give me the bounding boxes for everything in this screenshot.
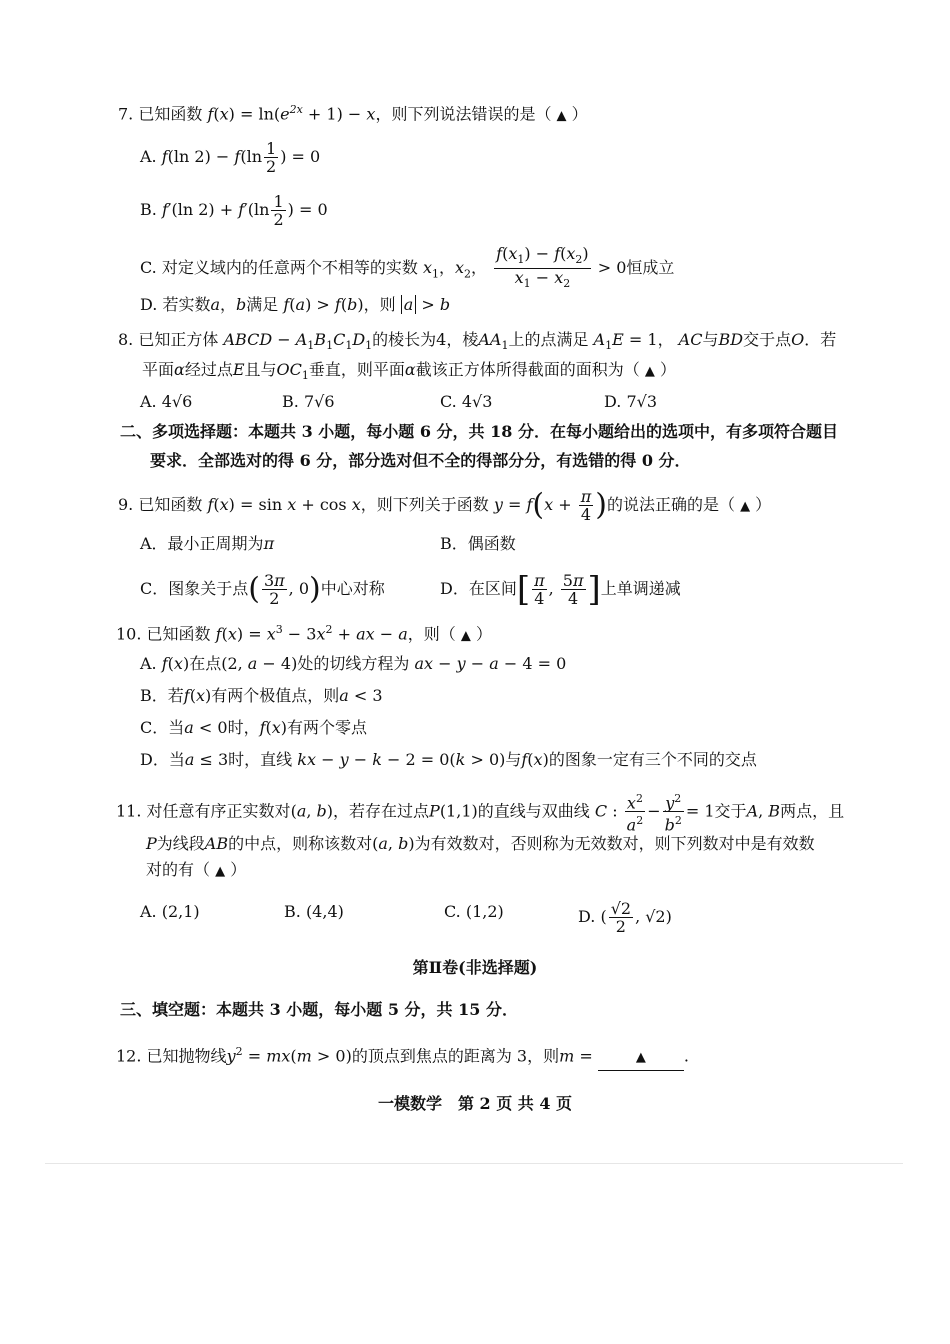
q11-option-b: B. (4,4) [284, 902, 344, 921]
section-2-heading: 二、多项选择题：本题共 3 小题，每小题 6 分，共 18 分．在每小题给出的选项中，有多项符合题目 [120, 422, 838, 441]
q11-stem-line2: P为线段AB的中点，则称该数对(a, b)为有效数对，否则称为无效数对，则下列数对中是有效数 [146, 834, 815, 853]
q7-option-c: C. 对定义域内的任意两个不相等的实数 $x_1$，$x_2$， $\frac{f(x_1) - f(x_2)}{x_1 - x_2}$ > 0恒成立 [140, 244, 675, 291]
q9-stem: 9. 已知函数 f(x) = sin x + cos x，则下列关于函数 y = f(x + $\frac{\pi}{4}$ )的说法正确的是（ ▲ ） [118, 487, 772, 524]
q10-stem: 10. 已知函数 $f(x) = x^3 - 3x^2$ + ax − a，则（ ▲ ） [116, 623, 492, 644]
answer-mark: ▲ [644, 364, 655, 379]
q7-stem: 7. 已知函数 $f(x) = \ln(e^{2x} + 1) - x$，则下列说法错误的是（ ▲ ） [118, 103, 588, 124]
q8-option-c: C. 4√3 [440, 392, 493, 411]
q11-option-a: A. (2,1) [140, 902, 200, 921]
q8-option-a: A. 4√6 [140, 392, 193, 411]
q10-option-b: B．若f(x)有两个极值点，则a < 3 [140, 686, 383, 705]
q8-stem-line1: 8. 已知正方体 ABCD − $A_1B_1C_1D_1$的棱长为4，棱$AA_1$上的点满足 $A_1E = 1$， AC与BD交于点O．若 [118, 330, 837, 353]
answer-mark: ▲ [215, 864, 226, 879]
q11-option-c: C. (1,2) [444, 902, 504, 921]
q11-stem-line3: 对的有（ ▲ ） [146, 860, 247, 879]
answer-mark: ▲ [740, 499, 751, 514]
q7-option-a: A. f(ln 2) − f(ln $\frac{1}{2}$ ) = 0 [140, 139, 321, 176]
q11-option-d: D. ( $\frac{√2}{2}$ , √2) [578, 899, 672, 936]
q11-stem-line1: 11. 对任意有序正实数对(a, b)，若存在过点P(1,1)的直线与双曲线 C : $\frac{x^2}{a^2}$ − $\frac{y^2}{b^2}$ = 1交于A, B两点，且 [116, 792, 845, 835]
q10-option-d: D．当a ≤ 3时，直线 kx − y − k − 2 = 0(k > 0)与f(x)的图象一定有三个不同的交点 [140, 750, 757, 769]
q12-answer-blank [598, 1044, 684, 1071]
section-3-heading: 三、填空题：本题共 3 小题，每小题 5 分，共 15 分． [120, 1000, 518, 1019]
page-footer: 一模数学 第 2 页 共 4 页 [377, 1094, 573, 1113]
answer-mark: ▲ [460, 628, 471, 644]
page-divider [45, 1163, 903, 1164]
q9-option-a: A．最小正周期为π [140, 534, 275, 553]
q9-option-b: B．偶函数 [440, 534, 516, 553]
answer-mark: ▲ [556, 108, 567, 124]
q10-option-a: A. f(x)在点(2, a − 4)处的切线方程为 ax − y − a − 4 = 0 [140, 654, 567, 673]
section-2-heading-line2: 要求．全部选对的得 6 分，部分选对但不全的得部分分，有选错的得 0 分． [150, 451, 691, 470]
part-2-title: 第Ⅱ卷(非选择题) [412, 958, 538, 977]
q7-option-d: D. 若实数a，b满足 f(a) > f(b)，则 a > b [140, 295, 451, 314]
answer-mark: ▲ [635, 1050, 646, 1066]
q8-option-b: B. 7√6 [282, 392, 335, 411]
q9-option-d: D．在区间[ $\frac{\pi}{4}$ , $\frac{5\pi}{4}$ ]上单调递减 [440, 569, 681, 610]
q12-stem: 12. 已知抛物线$y^2 = mx(m > 0)$的顶点到焦点的距离为 3，则m = ▲ . [116, 1040, 689, 1071]
q7-option-b: B. f′(ln 2) + f′(ln $\frac{1}{2}$ ) = 0 [140, 192, 328, 229]
q10-option-c: C．当a < 0时，f(x)有两个零点 [140, 718, 368, 737]
q8-option-d: D. 7√3 [604, 392, 657, 411]
q9-option-c: C．图象关于点( $\frac{3\pi}{2}$ , 0)中心对称 [140, 571, 385, 608]
q8-stem-line2: 平面α经过点E且与$OC_1$垂直，则平面α截该正方体所得截面的面积为（ ▲ ） [142, 360, 676, 383]
